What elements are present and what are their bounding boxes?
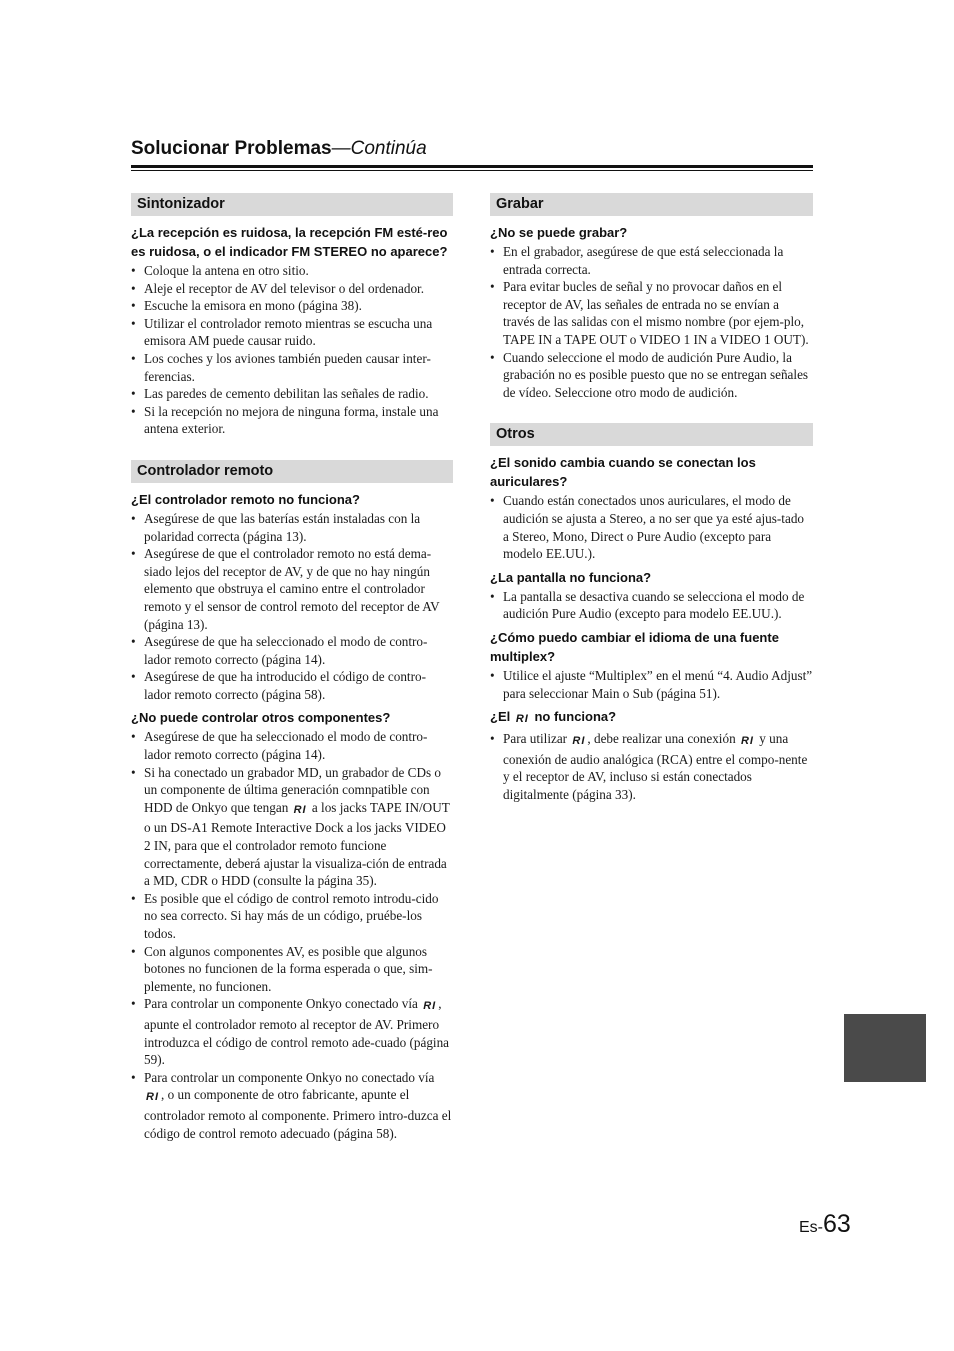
list-item: • Los coches y los aviones también pueden causar inter-ferencias. — [131, 350, 453, 385]
section-otros-title: Otros — [490, 423, 813, 446]
list-text: Para controlar un componente Onkyo no conectado vía — [144, 1069, 435, 1085]
question-text: ¿El — [490, 709, 511, 725]
otros-q1-list — [490, 492, 813, 562]
list-text: y una conexión de audio analógica (RCA) entre el compo-nente y el receptor de AV, incluso si están conectados digitalmente (página 33). — [503, 731, 808, 802]
list-item — [131, 1069, 453, 1142]
list-text: a los jacks TAPE IN/OUT o un DS-A1 Remote Interactive Dock a los jacks VIDEO 2 IN, para que el controlador remoto funcione correctamente, deberá ajustar la visualiza-ción de entrada a MD, CDR o HDD (consulte la página 35). — [144, 799, 450, 889]
header-title: Solucionar Problemas — [131, 138, 332, 159]
list-item: • Coloque la antena en otro sitio. — [131, 262, 453, 280]
section-grabar-title: Grabar — [490, 193, 813, 216]
list-item: • En el grabador, asegúrese de que está seleccionada la entrada correcta. — [490, 243, 813, 278]
question-pantalla-no-funciona: ¿La pantalla no funciona? — [490, 569, 652, 585]
header-rule-thick — [131, 165, 813, 168]
ri-logo-icon: RI — [572, 735, 586, 748]
page-number-value: 63 — [823, 1210, 851, 1238]
page-header — [131, 138, 813, 160]
list-item — [490, 730, 813, 803]
list-item: • Utilice el ajuste “Multiplex” en el menú “4. Audio Adjust” para seleccionar Main o Sub (página 51). — [490, 667, 813, 702]
sintonizador-list — [131, 262, 453, 438]
page-number-prefix: Es- — [799, 1219, 823, 1236]
list-text: , apunte el controlador remoto al receptor de AV. Primero introduzca el código de control remoto ade-cuado (página 59). — [144, 996, 450, 1068]
list-text: Para controlar un componente Onkyo conectado vía — [144, 996, 418, 1012]
question-no-se-puede-grabar: ¿No se puede grabar? — [490, 225, 628, 240]
list-item: • Con algunos componentes AV, es posible que algunos botones no funcionen de la forma esperada o que, sim-plemente, no funcionen. — [131, 943, 453, 996]
section-remoto-title: Controlador remoto — [131, 460, 453, 483]
ri-logo-icon: RI — [423, 1000, 437, 1013]
list-item: • Asegúrese de que las baterías están instaladas con la polaridad correcta (página 13). — [131, 510, 453, 545]
list-text: , debe realizar una conexión — [587, 731, 736, 747]
question-idioma-multiplex: ¿Cómo puedo cambiar el idioma de una fuente multiplex? — [490, 629, 779, 664]
page-side-tab — [844, 1014, 926, 1082]
question-recepcion-ruidosa: ¿La recepción es ruidosa, la recepción FM esté-reo es ruidosa, o el indicador FM STEREO no aparece? — [131, 225, 448, 259]
left-column — [131, 193, 453, 1142]
list-item: • La pantalla se desactiva cuando se selecciona el modo de audición Pure Audio (excepto para modelo EE.UU.). — [490, 588, 813, 623]
list-item: • Si la recepción no mejora de ninguna forma, instale una antena exterior. — [131, 403, 453, 438]
question-remoto-no-funciona: ¿El controlador remoto no funciona? — [131, 491, 360, 507]
list-item: • Utilizar el controlador remoto mientras se escucha una emisora AM puede causar ruido. — [131, 315, 453, 350]
section-sintonizador-title: Sintonizador — [131, 193, 453, 216]
header-continua: —Continúa — [331, 138, 427, 159]
list-item: • Asegúrese de que ha seleccionado el modo de contro-lador remoto correcto (página 14). — [131, 728, 453, 763]
list-item: • Aleje el receptor de AV del televisor o del ordenador. — [131, 280, 453, 298]
page-number — [799, 1210, 851, 1239]
list-item: • Cuando están conectados unos auriculares, el modo de audición se ajusta a Stereo, a no ser que ya esté ajus-tado a Stereo, Mono, Direct o Pure Audio (excepto para modelo EE.UU.). — [490, 492, 813, 562]
list-item — [131, 764, 453, 890]
list-item: • Asegúrese de que ha seleccionado el modo de contro-lador remoto correcto (página 14). — [131, 633, 453, 668]
otros-q3-list — [490, 667, 813, 702]
ri-logo-icon: RI — [515, 713, 529, 726]
grabar-list — [490, 243, 813, 401]
list-item — [131, 995, 453, 1068]
question-otros-componentes: ¿No puede controlar otros componentes? — [131, 710, 391, 726]
header-rule-thin — [131, 170, 813, 171]
list-text: Para utilizar — [503, 731, 568, 747]
list-text: Si ha conectado un grabador MD, un grabador de CDs o un componente de última generación comnpatible con HDD de Onkyo que tengan — [144, 764, 442, 815]
remoto-q2-list — [131, 728, 453, 1142]
ri-logo-icon: RI — [146, 1091, 159, 1104]
list-item: • Las paredes de cemento debilitan las señales de radio. — [131, 385, 453, 403]
ri-logo-icon: RI — [293, 803, 307, 816]
list-item: • Para evitar bucles de señal y no provocar daños en el receptor de AV, las señales de entrada no se envían a través de las salidas con el mismo nombre (por ejem-plo, TAPE IN a TAPE OUT o VIDEO 1 IN a VIDEO 1 OUT). — [490, 278, 813, 348]
list-item: • Es posible que el código de control remoto introdu-cido no sea correcto. Si hay más de un código, pruébe-los todos. — [131, 890, 453, 943]
otros-q4-list — [490, 730, 813, 803]
list-item: • Asegúrese de que el controlador remoto no está dema-siado lejos del receptor de AV, y de que no hay ningún elemento que obstruya el camino entre el controlador remoto y el sensor de control remoto del receptor de AV (página 13). — [131, 545, 453, 633]
list-item: • Cuando seleccione el modo de audición Pure Audio, la grabación no es posible puesto que no se entregan señales de vídeo. Seleccione otro modo de audición. — [490, 349, 813, 402]
list-item: • Asegúrese de que ha introducido el código de contro-lador remoto correcto (página 58). — [131, 668, 453, 703]
question-sonido-auriculares: ¿El sonido cambia cuando se conectan los auriculares? — [490, 455, 756, 490]
ri-logo-icon: RI — [740, 735, 754, 748]
right-column — [490, 193, 813, 803]
otros-q2-list — [490, 588, 813, 623]
remoto-q1-list — [131, 510, 453, 704]
question-ri-no-funciona — [490, 707, 813, 729]
question-text: no funciona? — [534, 709, 617, 725]
list-text: , o un componente de otro fabricante, apunte el controlador remoto al componente. Primero intro-duzca el código de control remoto adecuado (página 58). — [144, 1087, 452, 1141]
list-item: • Escuche la emisora en mono (página 38). — [131, 297, 453, 315]
